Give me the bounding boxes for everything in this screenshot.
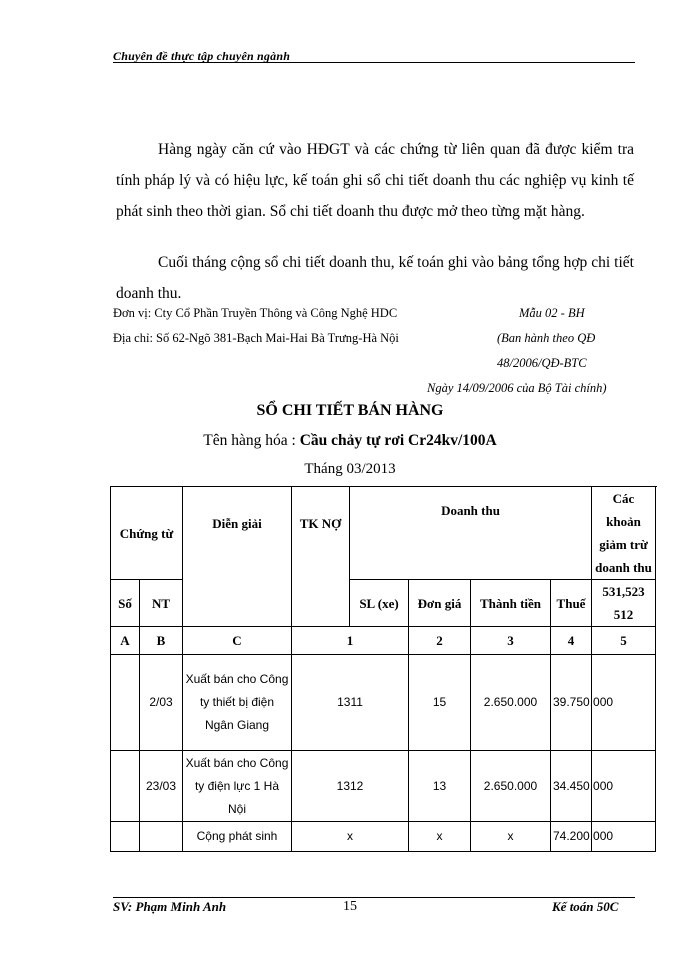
paragraph-2: Cuối tháng cộng sổ chi tiết doanh thu, kế toán ghi vào bảng tổng hợp chi tiết doanh thu.: [116, 254, 634, 302]
table-row: [111, 655, 656, 751]
header-debit-account: TK NỢ: [292, 487, 350, 627]
form-code: Mẫu 02 - BH: [519, 306, 585, 320]
form-issued-line3: Ngày 14/09/2006 của Bộ Tài chính): [427, 381, 607, 395]
product-line: [0, 432, 700, 450]
row-account: 1311: [292, 655, 409, 751]
header-date: NT: [140, 580, 183, 627]
row-description: Xuất bán cho Công ty thiết bị điện Ngân Giang: [183, 655, 292, 751]
document-title: SỔ CHI TIẾT BÁN HÀNG: [256, 402, 444, 419]
header-revenue: Doanh thu: [350, 487, 592, 580]
code-cell: 4: [551, 627, 592, 655]
footer-page-number: 15: [343, 899, 357, 914]
product-name: Cầu chảy tự rơi Cr24kv/100A: [299, 432, 497, 449]
code-cell: 5: [592, 627, 656, 655]
header-title: Chuyên đề thực tập chuyên ngành: [113, 49, 291, 63]
total-account: x: [292, 822, 409, 852]
row-no: [111, 655, 140, 751]
table-row: [111, 751, 656, 822]
product-label: Tên hàng hóa :: [203, 432, 300, 449]
total-unit-price: x: [471, 822, 551, 852]
code-cell: C: [183, 627, 292, 655]
code-cell: A: [111, 627, 140, 655]
document-month: Tháng 03/2013: [304, 461, 396, 477]
company-unit: Đơn vị: Cty Cổ Phần Truyền Thông và Công Nghệ HDC: [113, 306, 398, 320]
total-label: Cộng phát sinh: [183, 822, 292, 852]
header-tax: Thuế: [551, 580, 592, 627]
total-row: [111, 822, 656, 852]
header-unit-price: Đơn giá: [409, 580, 471, 627]
total-quantity: x: [409, 822, 471, 852]
row-unit-price: 2.650.000: [471, 751, 551, 822]
header-amount: Thành tiền: [471, 580, 551, 627]
code-row: [111, 627, 656, 655]
total-date: [140, 822, 183, 852]
header-quantity: SL (xe): [350, 580, 409, 627]
footer-student: SV: Phạm Minh Anh: [113, 899, 227, 914]
total-amount: 74.200.000: [551, 822, 592, 852]
row-unit-price: 2.650.000: [471, 655, 551, 751]
row-description: Xuất bán cho Công ty điện lực 1 Hà Nội: [183, 751, 292, 822]
sales-ledger-table: [110, 486, 656, 852]
row-date: 2/03: [140, 655, 183, 751]
header-other: 531,523 512: [592, 580, 656, 627]
row-account: 1312: [292, 751, 409, 822]
code-cell: B: [140, 627, 183, 655]
footer-rule: [113, 897, 635, 898]
paragraph-1: Hàng ngày căn cứ vào HĐGT và các chứng từ liên quan đã được kiểm tra tính pháp lý và có hiệu lực, kế toán ghi sổ chi tiết doanh thu các nghiệp vụ kinh tế phát sinh theo thời gian. Sổ chi tiết doanh thu được mở theo từng mặt hàng.: [116, 141, 634, 220]
code-cell: 2: [409, 627, 471, 655]
row-amount: 39.750.000: [551, 655, 592, 751]
form-issued-line1: (Ban hành theo QĐ: [497, 331, 596, 345]
header-deductions: Các khoản giảm trừ doanh thu: [592, 487, 656, 580]
header-row-1: [111, 487, 656, 580]
code-cell: 3: [471, 627, 551, 655]
total-no: [111, 822, 140, 852]
row-quantity: 15: [409, 655, 471, 751]
footer-class: Kế toán 50C: [552, 899, 619, 914]
row-quantity: 13: [409, 751, 471, 822]
company-address: Địa chỉ: Số 62-Ngõ 381-Bạch Mai-Hai Bà Trưng-Hà Nội: [113, 331, 399, 345]
header-rule: [113, 62, 635, 63]
row-date: 23/03: [140, 751, 183, 822]
code-cell: 1: [292, 627, 409, 655]
header-no: Số: [111, 580, 140, 627]
header-description: Diễn giải: [183, 487, 292, 627]
row-no: [111, 751, 140, 822]
header-voucher: Chứng từ: [111, 487, 183, 580]
row-amount: 34.450.000: [551, 751, 592, 822]
form-issued-line2: 48/2006/QĐ-BTC: [497, 356, 587, 370]
